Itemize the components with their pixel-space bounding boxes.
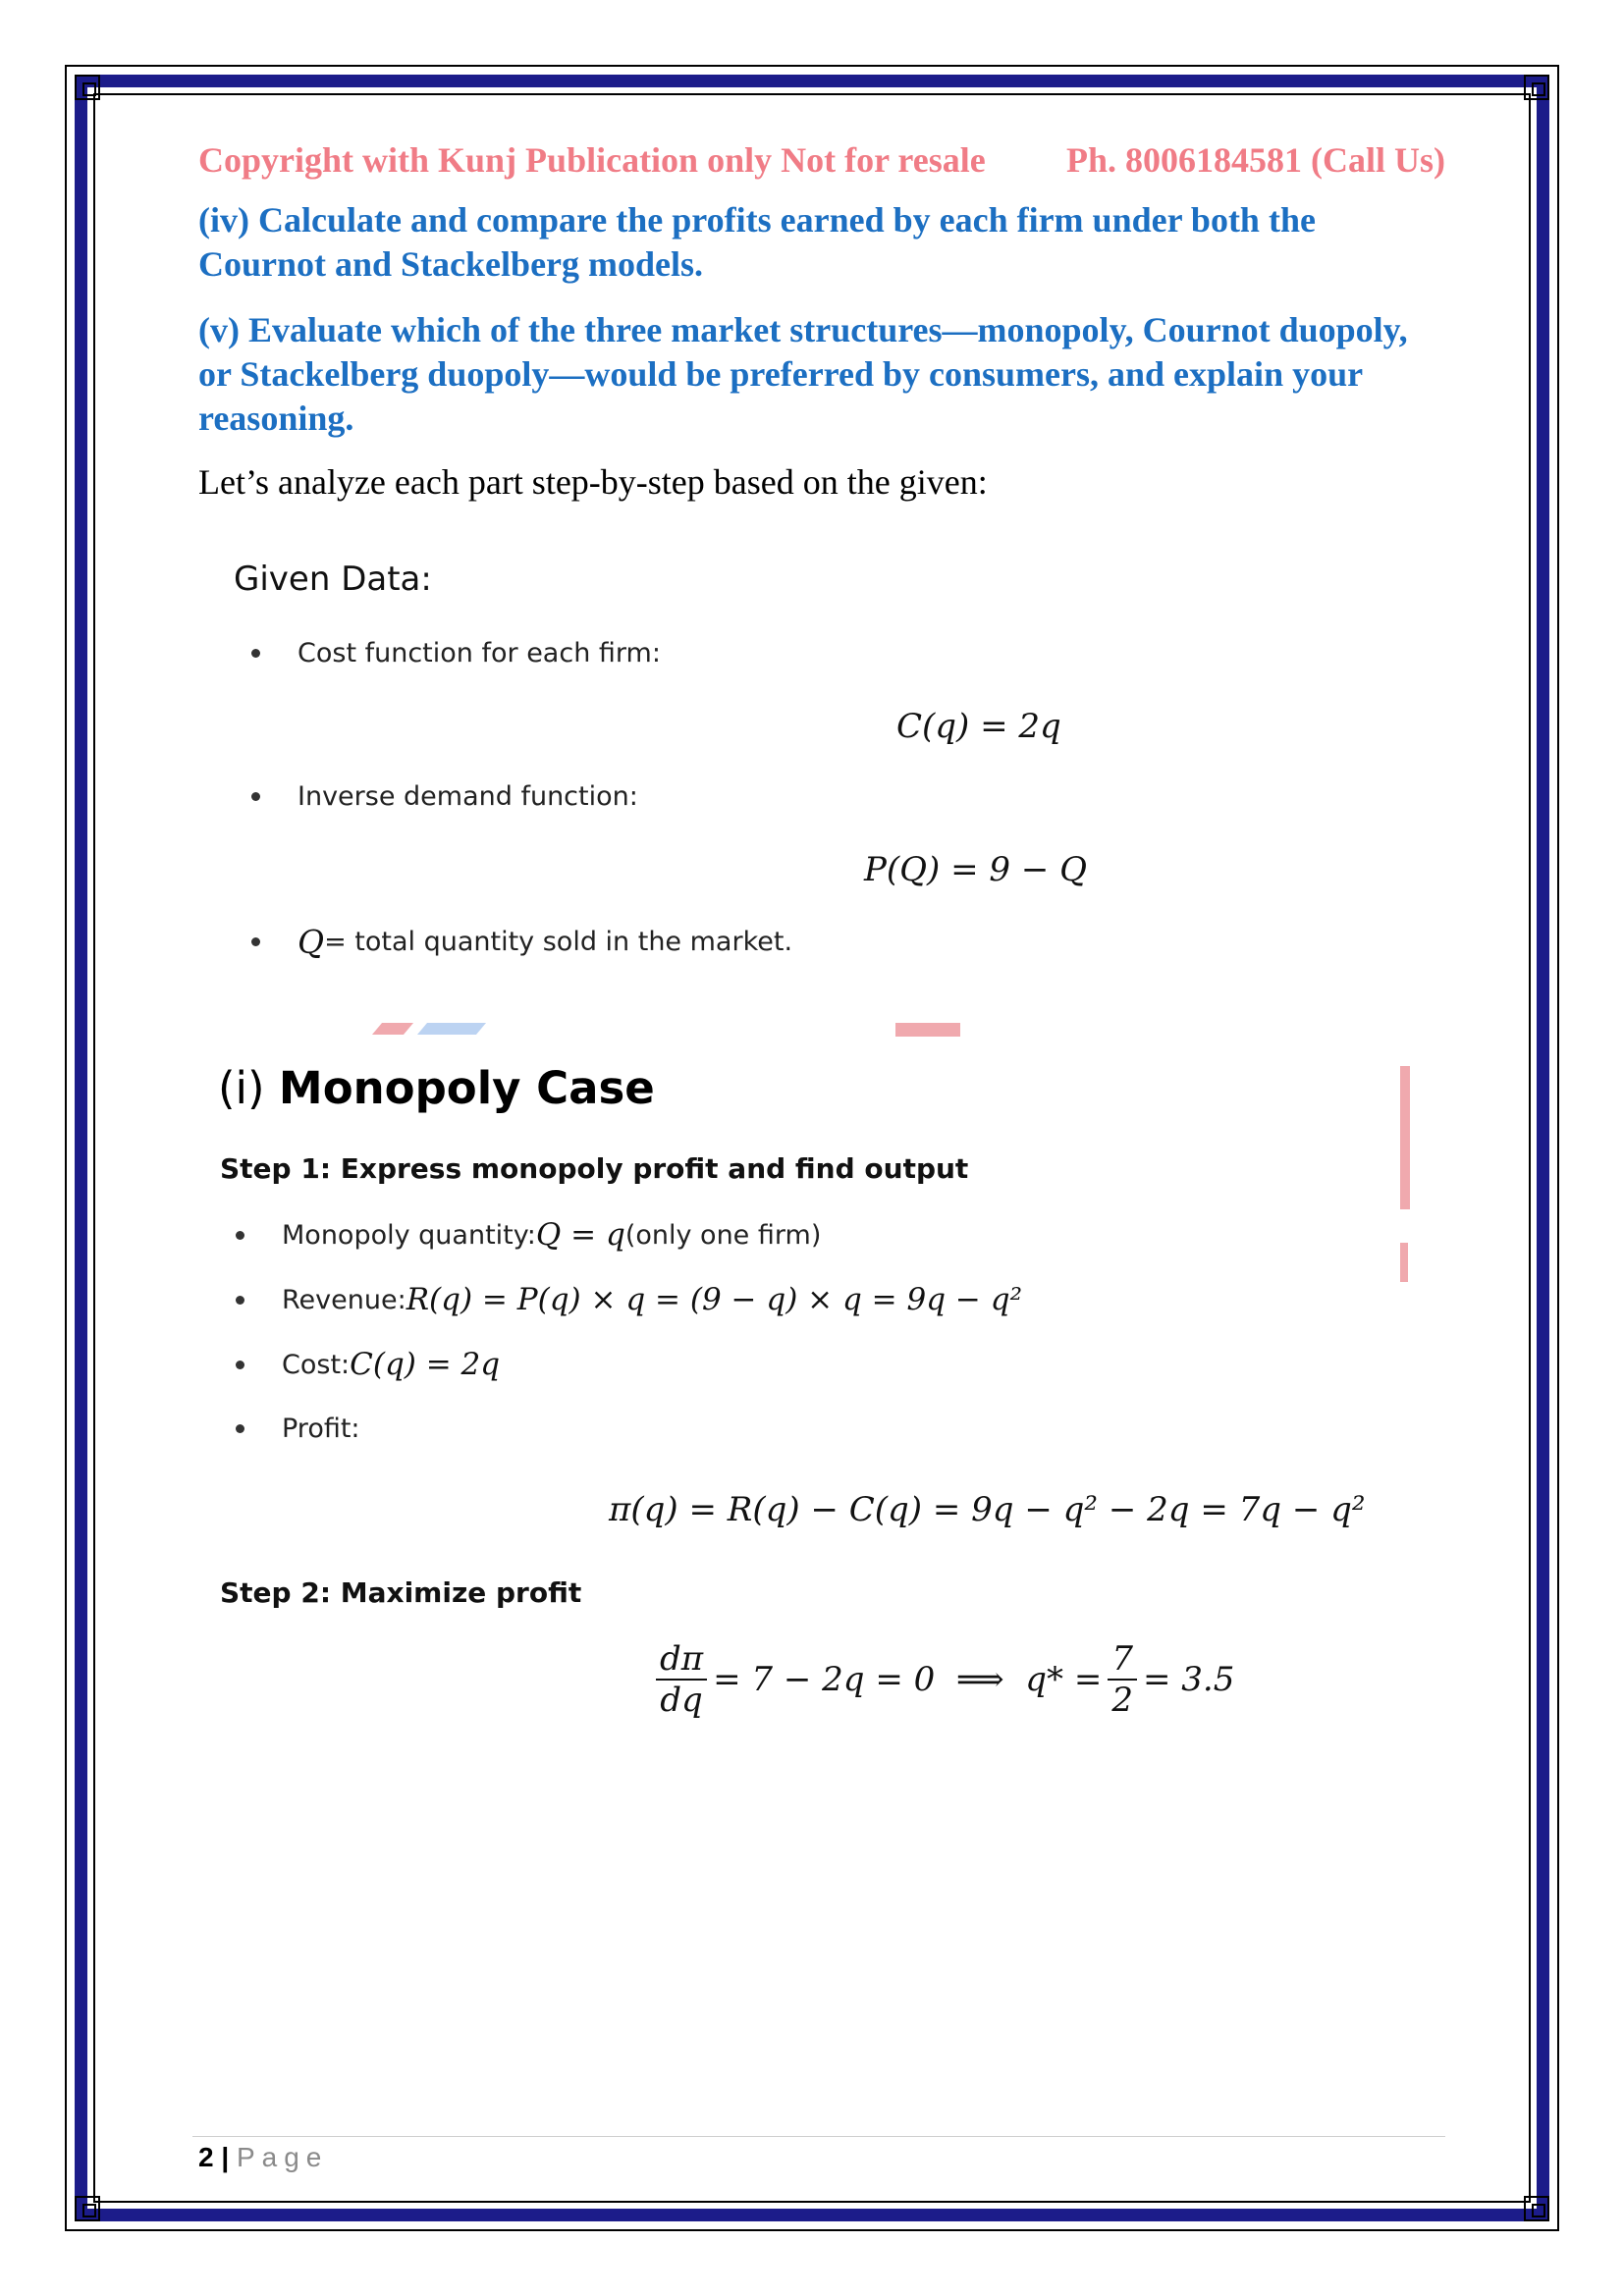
total-quantity-label: = total quantity sold in the market. (324, 927, 793, 957)
cost-equation: C(q) = 2q (896, 707, 1061, 746)
given-data-heading: Given Data: (234, 560, 432, 599)
revenue-label: Revenue: (282, 1284, 406, 1315)
phone-text: Ph. 8006184581 (Call Us) (1066, 140, 1445, 180)
result-denominator: 2 (1111, 1681, 1133, 1720)
result-value: = 3.5 (1142, 1660, 1235, 1699)
revenue-equation: R(q) = P(q) × q = (9 − q) × q = 9q − q² (406, 1282, 1023, 1317)
derivative-denominator: dq (660, 1681, 703, 1720)
section-title-prefix: (i) (218, 1062, 279, 1114)
demand-function-label: Inverse demand function: (298, 781, 638, 812)
derivative-numerator: dπ (656, 1639, 707, 1681)
section-title-monopoly (218, 1062, 655, 1114)
question-iv: (iv) Calculate and compare the profits earned by each firm under both the Cournot and Stackelberg models. (198, 200, 1316, 284)
intro-text: Let’s analyze each part step-by-step based on the given: (198, 462, 988, 502)
corner-ornament-bottom-left (75, 2196, 100, 2221)
section-title-bold: Monopoly Case (278, 1062, 655, 1114)
copyright-header (198, 139, 1445, 181)
page-label: Page (236, 2142, 329, 2172)
page-separator: | (221, 2142, 230, 2172)
page-footer (198, 2142, 328, 2173)
cost-function-label: Cost function for each firm: (298, 638, 661, 668)
bullet-dot (251, 649, 260, 658)
result-numerator: 7 (1108, 1639, 1137, 1681)
bullet-dot (236, 1296, 244, 1305)
question-v: (v) Evaluate which of the three market structures—monopoly, Cournot duopoly, or Stackelberg duopoly—would be preferred by consumers, and explain your reasoning. (198, 310, 1408, 438)
demand-equation: P(Q) = 9 − Q (864, 850, 1087, 889)
copyright-text: Copyright with Kunj Publication only Not for resale (198, 140, 986, 180)
decorative-stripe (895, 1023, 960, 1037)
bullet-cost (236, 1347, 500, 1382)
q-symbol: Q (298, 923, 325, 961)
bullet-dot (236, 1231, 244, 1240)
bullet-dot (251, 937, 260, 946)
result-fraction (1108, 1639, 1137, 1720)
bullet-demand-function (251, 781, 638, 812)
bullet-monopoly-quantity (236, 1217, 821, 1253)
corner-ornament-top-left (75, 75, 100, 100)
cost-label: Cost: (282, 1349, 351, 1380)
step-1-heading: Step 1: Express monopoly profit and find output (220, 1152, 969, 1185)
step-2-heading: Step 2: Maximize profit (220, 1576, 582, 1609)
bullet-dot (251, 792, 260, 801)
decorative-bar (1400, 1243, 1408, 1282)
monopoly-quantity-equation: Q = q (535, 1217, 625, 1253)
profit-equation: π(q) = R(q) − C(q) = 9q − q² − 2q = 7q − q² (609, 1490, 1366, 1529)
bullet-profit (236, 1414, 360, 1444)
monopoly-quantity-note: (only one firm) (624, 1219, 822, 1251)
derivative-equation (650, 1639, 1234, 1720)
corner-ornament-top-right (1524, 75, 1549, 100)
cost-equation-monopoly: C(q) = 2q (350, 1347, 501, 1382)
derivative-fraction (656, 1639, 707, 1720)
bullet-cost-function (251, 638, 661, 668)
decorative-bar (1400, 1066, 1410, 1209)
profit-label: Profit: (282, 1414, 360, 1444)
page-number: 2 (198, 2142, 214, 2172)
monopoly-quantity-label: Monopoly quantity: (282, 1219, 536, 1251)
derivative-middle: = 7 − 2q = 0 ⟹ q* = (713, 1660, 1103, 1699)
corner-ornament-bottom-right (1524, 2196, 1549, 2221)
bullet-dot (236, 1424, 244, 1433)
footer-divider (192, 2136, 1445, 2137)
bullet-revenue (236, 1282, 1022, 1317)
bullet-total-quantity (251, 923, 792, 961)
decorative-stripe (417, 1023, 486, 1035)
bullet-dot (236, 1361, 244, 1369)
